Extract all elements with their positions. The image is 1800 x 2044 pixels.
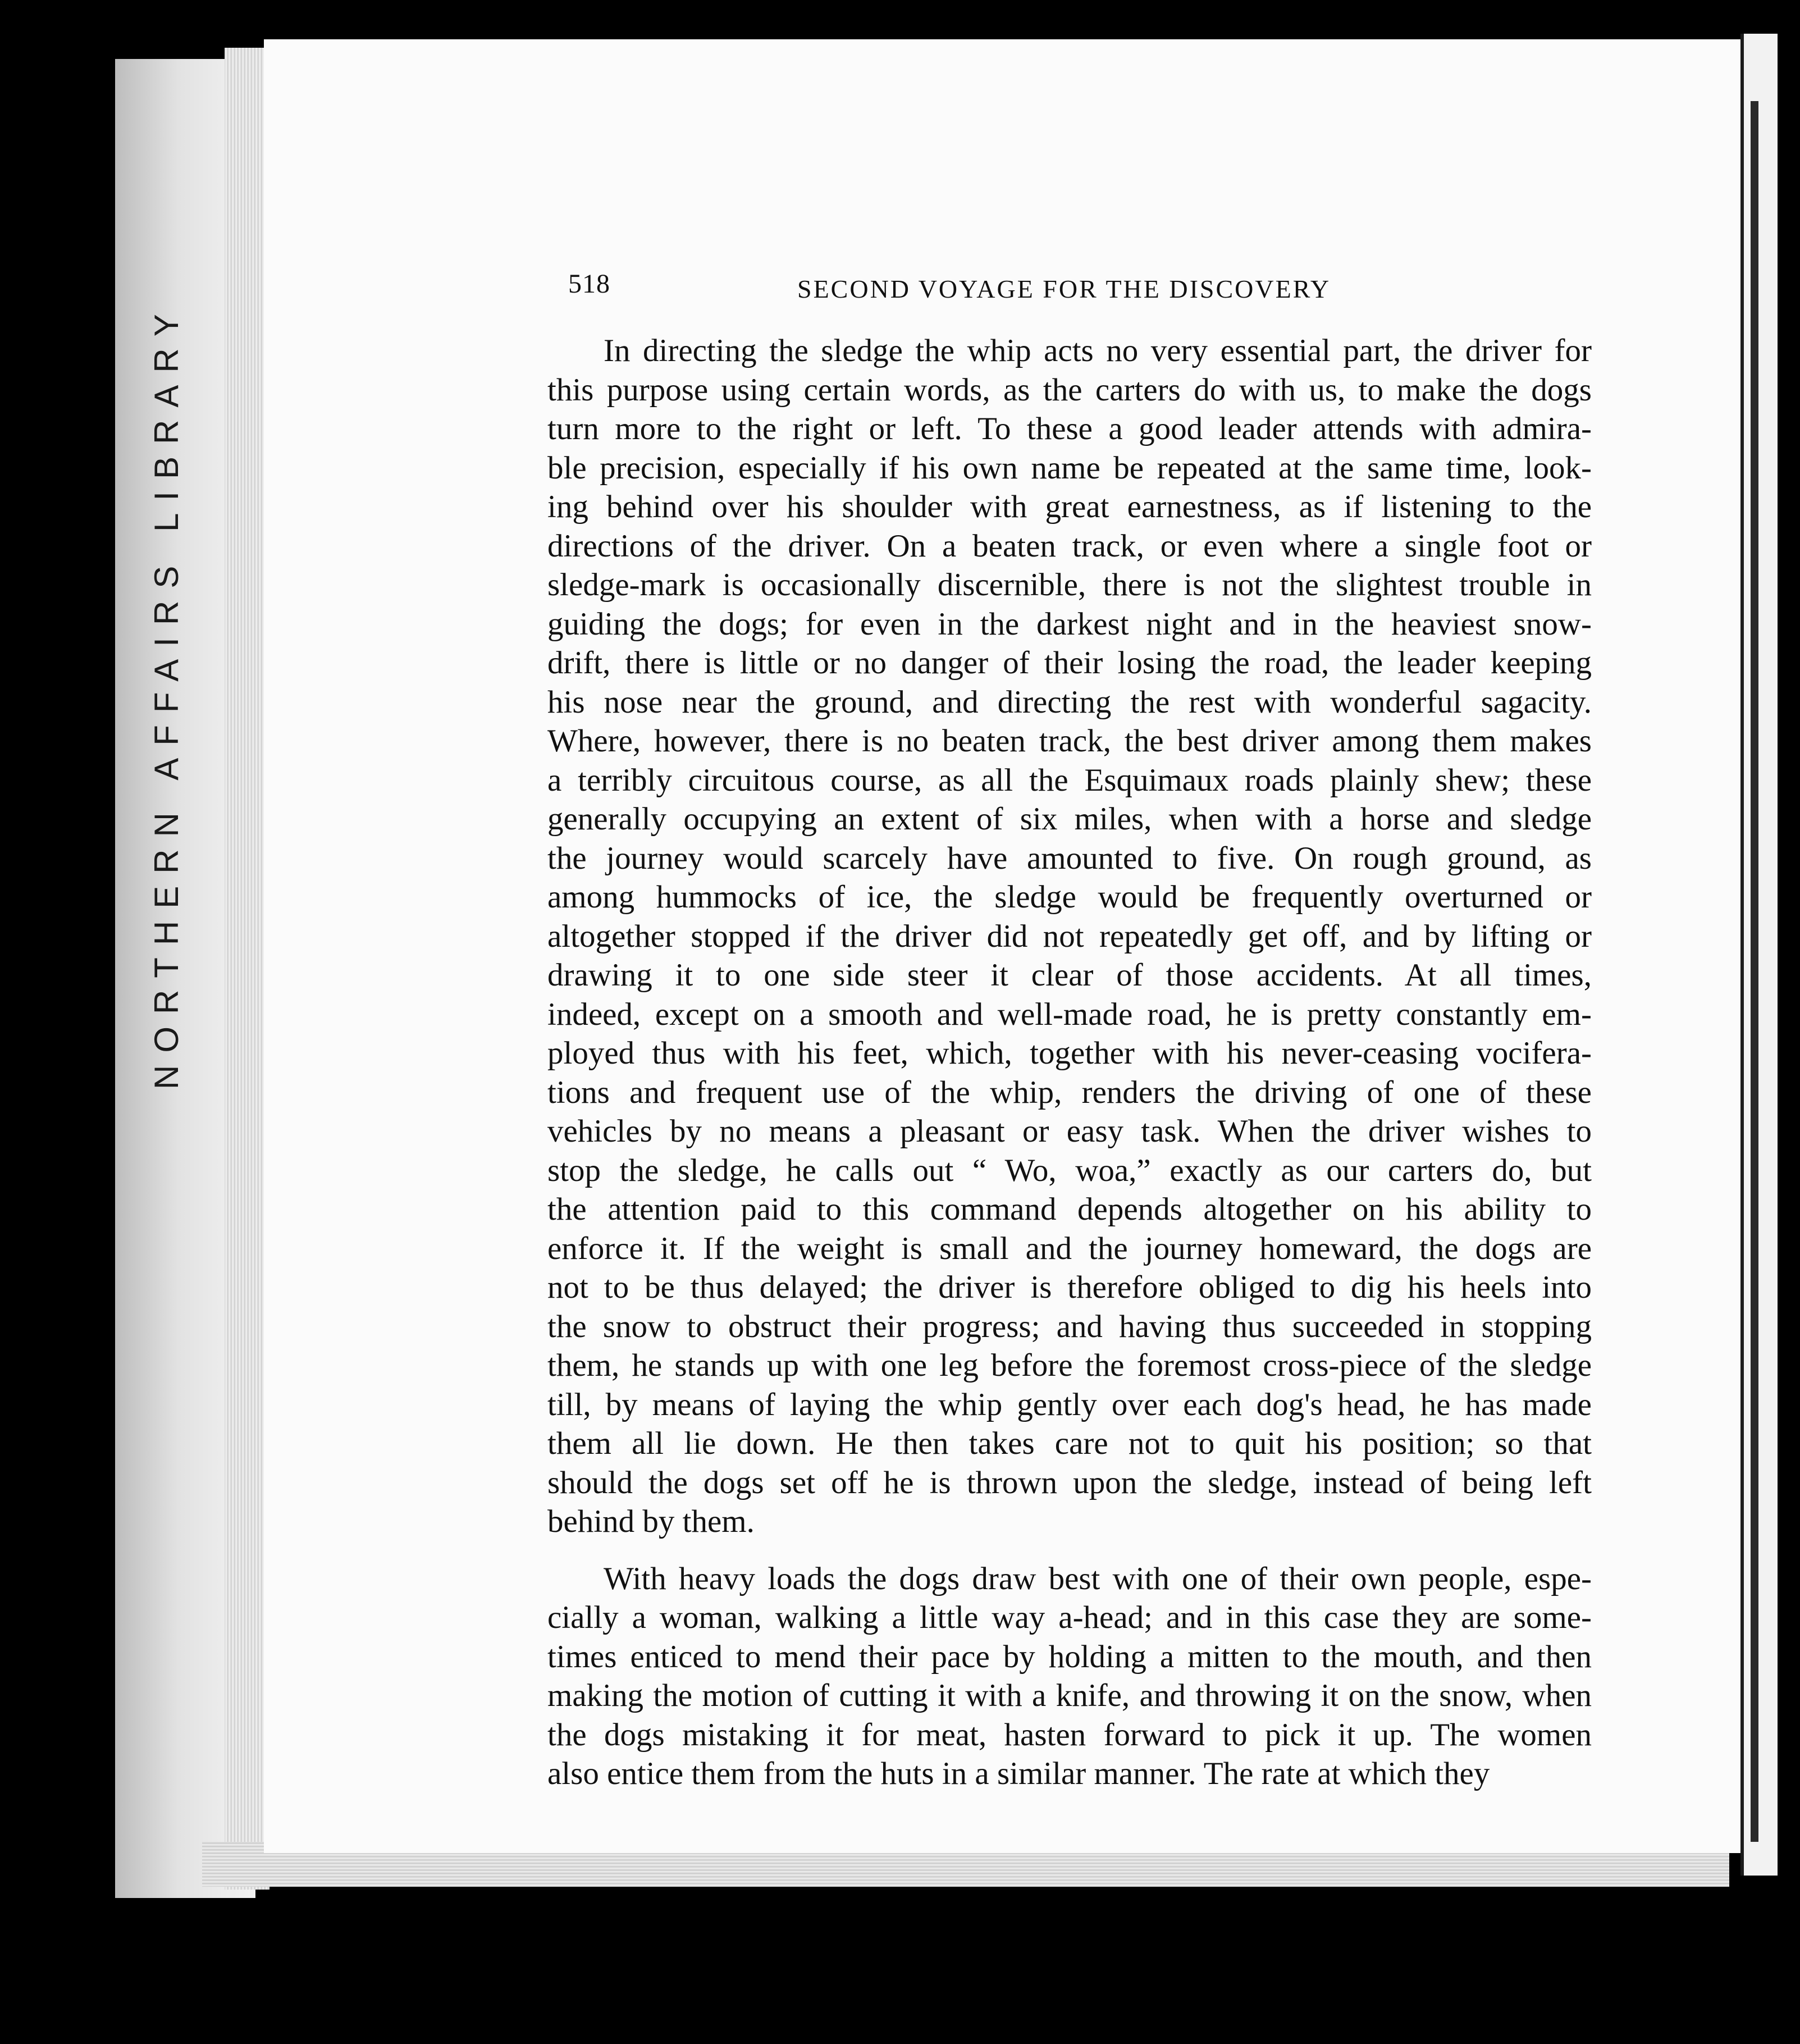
paragraph xyxy=(547,331,1592,1541)
text-line: drift, there is little or no danger of their losing the road, the leader keeping xyxy=(547,645,1592,681)
text-line: this purpose using certain words, as the carters do with us, to make the dogs xyxy=(547,372,1592,408)
text-line: the journey would scarcely have amounted to five. On rough ground, as xyxy=(547,840,1592,876)
text-line: stop the sledge, he calls out “ Wo, woa,” exactly as our carters do, but xyxy=(547,1152,1592,1188)
text-line: vehicles by no means a pleasant or easy task. When the driver wishes to xyxy=(547,1114,1592,1149)
page-number: 518 xyxy=(568,269,610,299)
text-line: them all lie down. He then takes care not to quit his position; so that xyxy=(547,1426,1592,1461)
text-line: In directing the sledge the whip acts no very essential part, the driver for xyxy=(604,333,1592,368)
text-line: should the dogs set off he is thrown upon the sledge, instead of being left xyxy=(547,1464,1592,1500)
paragraph xyxy=(547,1559,1592,1794)
text-line: turn more to the right or left. To these a good leader attends with admira- xyxy=(547,411,1592,446)
running-head: SECOND VOYAGE FOR THE DISCOVERY xyxy=(797,275,1331,303)
text-line: Where, however, there is no beaten track, the best driver among them makes xyxy=(547,723,1592,759)
text-line: making the motion of cutting it with a knife, and throwing it on the snow, when xyxy=(547,1678,1592,1713)
text-line: enforce it. If the weight is small and the journey homeward, the dogs are xyxy=(547,1230,1592,1266)
text-line: sledge-mark is occasionally discernible, there is not the slightest trouble in xyxy=(547,567,1592,603)
text-line: indeed, except on a smooth and well-made road, he is pretty constantly em- xyxy=(547,996,1592,1032)
text-line: directions of the driver. On a beaten track, or even where a single foot or xyxy=(547,528,1592,564)
text-line: a terribly circuitous course, as all the Esquimaux roads plainly shew; these xyxy=(547,762,1592,798)
text-line: times enticed to mend their pace by holding a mitten to the mouth, and then xyxy=(547,1639,1592,1675)
paragraph-gap xyxy=(547,1541,1592,1559)
text-line: the attention paid to this command depends altogether on his ability to xyxy=(547,1192,1592,1227)
spine-label: NORTHERN AFFAIRS LIBRARY xyxy=(148,302,185,1089)
text-line: among hummocks of ice, the sledge would be frequently overturned or xyxy=(547,879,1592,915)
text-line: not to be thus delayed; the driver is therefore obliged to dig his heels into xyxy=(547,1270,1592,1305)
text-line: ble precision, especially if his own name be repeated at the same time, look- xyxy=(547,450,1592,486)
page-stack xyxy=(225,48,269,1890)
text-line: the snow to obstruct their progress; and having thus succeeded in stopping xyxy=(547,1308,1592,1344)
text-line: drawing it to one side steer it clear of those accidents. At all times, xyxy=(547,957,1592,993)
body-text xyxy=(547,331,1592,1794)
text-line: altogether stopped if the driver did not repeatedly get off, and by lifting or xyxy=(547,918,1592,954)
text-line: behind by them. xyxy=(547,1504,755,1539)
text-line: also entice them from the huts in a similar manner. The rate at which they xyxy=(547,1756,1490,1791)
text-line: the dogs mistaking it for meat, hasten forward to pick it up. The women xyxy=(547,1717,1592,1753)
text-line: generally occupying an extent of six miles, when with a horse and sledge xyxy=(547,801,1592,837)
text-line: his nose near the ground, and directing the rest with wonderful sagacity. xyxy=(547,684,1592,720)
text-line: them, he stands up with one leg before the foremost cross-piece of the sledge xyxy=(547,1348,1592,1383)
text-line: guiding the dogs; for even in the darkest night and in the heaviest snow- xyxy=(547,606,1592,642)
text-line: cially a woman, walking a little way a-head; and in this case they are some- xyxy=(547,1600,1592,1635)
text-line: ployed thus with his feet, which, together with his never-ceasing vocifera- xyxy=(547,1035,1592,1071)
facing-page-edge xyxy=(1740,34,1778,1876)
text-line: tions and frequent use of the whip, renders the driving of one of these xyxy=(547,1074,1592,1110)
text-line: ing behind over his shoulder with great earnestness, as if listening to the xyxy=(547,489,1592,524)
text-line: till, by means of laying the whip gently over each dog's head, he has made xyxy=(547,1386,1592,1422)
text-line: With heavy loads the dogs draw best with one of their own people, espe- xyxy=(604,1561,1592,1596)
